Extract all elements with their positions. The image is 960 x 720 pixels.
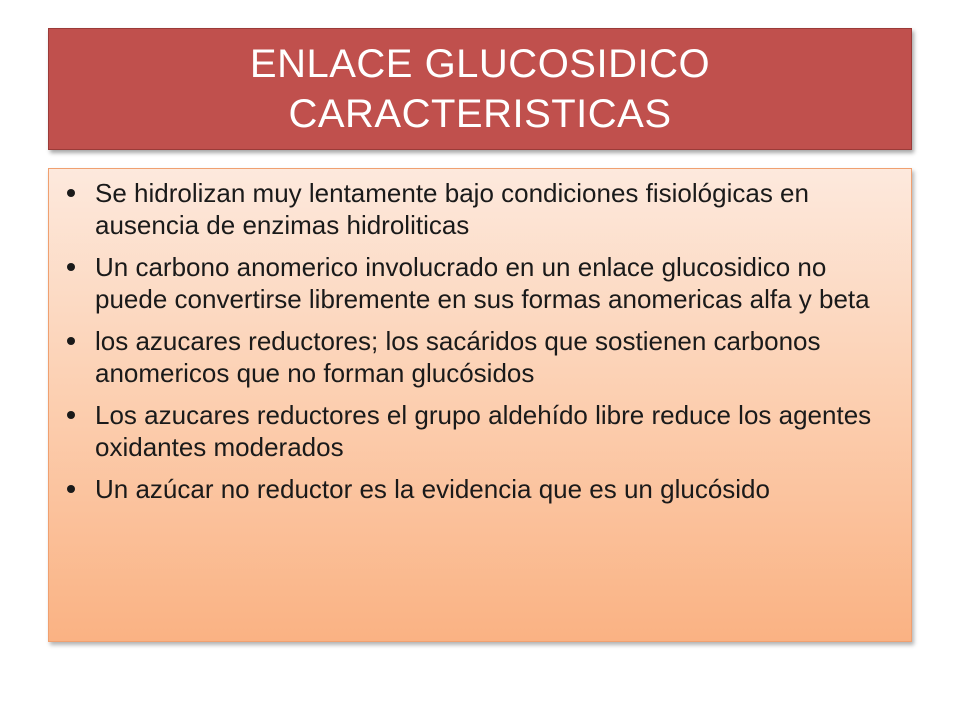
bullet-item [61,325,887,389]
slide-title-box [48,28,912,150]
slide-title-line-2: CARACTERISTICAS [288,92,672,136]
bullet-text: Los azucares reductores el grupo aldehído libre reduce los agentes oxidantes moderados [95,400,872,462]
bullet-item [61,251,887,315]
bullet-text: Un carbono anomerico involucrado en un enlace glucosidico no puede convertirse libremente en sus formas anomericas alfa y beta [95,252,870,314]
bullet-text: los azucares reductores; los sacáridos que sostienen carbonos anomericos que no forman glucósidos [95,326,821,388]
bullet-item [61,473,887,505]
bullet-dot-icon [67,263,75,271]
bullet-text: Se hidrolizan muy lentamente bajo condiciones fisiológicas en ausencia de enzimas hidroliticas [95,178,809,240]
slide-content-box [48,168,912,642]
bullet-dot-icon [67,337,75,345]
bullet-text: Un azúcar no reductor es la evidencia que es un glucósido [95,474,770,504]
bullet-item [61,177,887,241]
bullet-item [61,399,887,463]
bullet-dot-icon [67,485,75,493]
bullet-dot-icon [67,411,75,419]
bullet-dot-icon [67,189,75,197]
slide-title-line-1: ENLACE GLUCOSIDICO [249,42,711,86]
bullet-list [61,177,887,505]
